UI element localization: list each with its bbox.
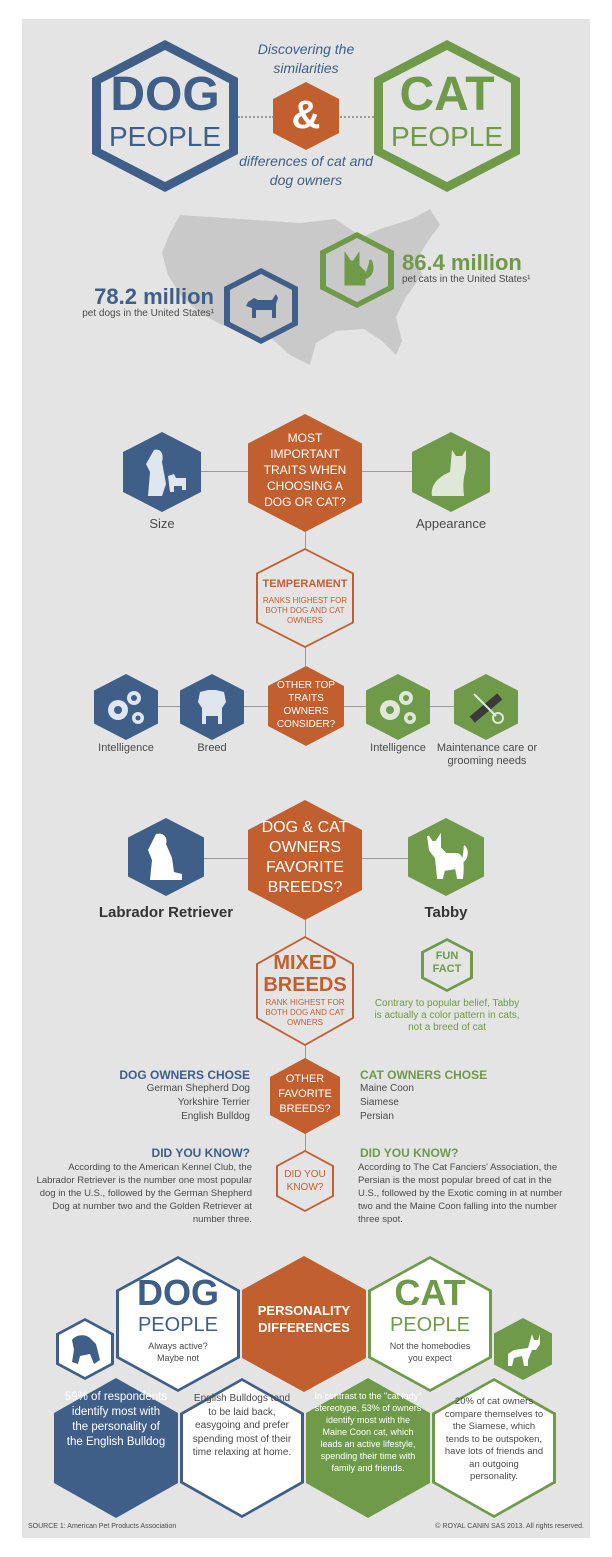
temperament-title: TEMPERAMENT [262, 578, 348, 590]
dog-dyk-text: According to the American Kennel Club, the Labrador Retriever is the number one most popular dog in the U.S., followed by the German Shepherd Dog at number two and the Golden Retriever at number three. [36, 1162, 252, 1225]
mixed-breeds-title: MIXED BREEDS [263, 952, 347, 996]
cat-breed-3: Persian [360, 1111, 394, 1122]
dog-breed-3: English Bulldog [181, 1111, 250, 1122]
personality-cat-small: PEOPLE [389, 1314, 471, 1336]
breeds-center-text: DOG & CAT OWNERS FAVORITE BREEDS? [261, 819, 349, 896]
dog-gears-icon [104, 686, 148, 728]
personality-text-1: 59% of respondents identify most with the personality of the English Bulldog [64, 1391, 168, 1448]
dog-icon [242, 288, 280, 324]
tabby-cat-icon [422, 832, 470, 882]
personality-center-text: PERSONALITY DIFFERENCES [257, 1303, 351, 1335]
temperament-sub: RANKS HIGHEST FOR BOTH DOG AND CAT OWNERS [262, 596, 348, 625]
header-dog-big: DOG [110, 68, 220, 121]
cat-dyk-title: DID YOU KNOW? [360, 1146, 459, 1160]
dog-breed-1: German Shepherd Dog [146, 1083, 250, 1094]
trait-dog-intelligence-label: Intelligence [98, 742, 154, 754]
dog-count: 78.2 million [94, 284, 214, 309]
dog-count-sub: pet dogs in the United States¹ [82, 308, 214, 319]
siamese-icon [504, 1330, 542, 1368]
personality-dog-small: PEOPLE [137, 1314, 219, 1336]
cat-breed-1: Maine Coon [360, 1083, 414, 1094]
labrador-icon [142, 830, 190, 884]
other-breeds-text: OTHER FAVORITE BREEDS? [278, 1073, 332, 1115]
personality-dog-sub: Always active? Maybe not [148, 1341, 208, 1363]
cat-owners-chose-title: CAT OWNERS CHOSE [360, 1068, 488, 1082]
fun-fact-text: Contrary to popular belief, Tabby is actually a color pattern in cats, not a breed of cat [374, 998, 520, 1033]
trait-size-label: Size [149, 516, 175, 531]
footer-source: SOURCE 1: American Pet Products Association [28, 1523, 177, 1530]
trait-breed-label: Breed [197, 742, 227, 754]
grooming-icon [464, 686, 508, 728]
footer-copyright: © ROYAL CANIN SAS 2013. All rights reserved. [435, 1523, 584, 1530]
personality-text-3: In contrast to the "cat lady" stereotype, 53% of owners identify most with the Maine Coon cat, which leads an active lifestyle, spending their time with family and friends. [314, 1391, 422, 1473]
tabby-label: Tabby [424, 904, 468, 921]
cat-gears-icon [376, 686, 420, 728]
dog-dyk-title: DID YOU KNOW? [151, 1146, 250, 1160]
did-you-know-center: DID YOU KNOW? [284, 1169, 326, 1193]
cat-dyk-text: According to The Cat Fanciers' Association, the Persian is the most popular breed of cat in the U.S., followed by the Exotic coming in at number two and the Maine Coon falling into the number three spot. [358, 1162, 563, 1225]
bulldog-icon [66, 1330, 104, 1368]
dog-size-icon [138, 446, 190, 498]
dog-owners-chose-title: DOG OWNERS CHOSE [119, 1068, 250, 1082]
personality-cat-big: CAT [394, 1272, 466, 1313]
header-cat-big: CAT [399, 68, 495, 121]
personality-cat-sub: Not the homebodies you expect [389, 1341, 471, 1363]
cat-icon [338, 250, 376, 288]
trait-appearance-label: Appearance [415, 516, 487, 531]
cat-count: 86.4 million [402, 250, 522, 275]
trait-grooming-label: Maintenance care or grooming needs [436, 742, 538, 767]
personality-text-2: English Bulldogs tend to be laid back, easygoing and prefer spending most of their time relaxing at home. [192, 1393, 292, 1458]
header-dog-small: PEOPLE [108, 121, 222, 152]
traits-center-text: MOST IMPORTANT TRAITS WHEN CHOOSING A DOG OR CAT? [263, 431, 347, 509]
header-tagline-bottom: differences of cat and dog owners [239, 153, 373, 188]
cat-breed-2: Siamese [360, 1097, 399, 1108]
personality-text-4: 20% of cat owners compare themselves to the Siamese, which tends to be outspoken, have lots of friends and an outgoing personality. [444, 1396, 544, 1482]
personality-dog-big: DOG [136, 1272, 219, 1313]
pug-icon [192, 686, 232, 728]
labrador-label: Labrador Retriever [98, 904, 234, 921]
cat-appearance-icon [426, 446, 476, 498]
trait-cat-intelligence-label: Intelligence [370, 742, 426, 754]
header-cat-small: PEOPLE [390, 121, 504, 152]
cat-count-sub: pet cats in the United States¹ [402, 274, 531, 285]
mixed-breeds-sub: RANK HIGHEST FOR BOTH DOG AND CAT OWNERS [265, 998, 345, 1027]
dog-breed-2: Yorkshire Terrier [177, 1097, 250, 1108]
header-tagline-top: Discovering the similarities [257, 41, 355, 76]
other-traits-text: OTHER TOP TRAITS OWNERS CONSIDER? [276, 680, 336, 730]
ampersand: & [291, 93, 321, 137]
fun-fact-badge: FUN FACT [432, 950, 462, 975]
